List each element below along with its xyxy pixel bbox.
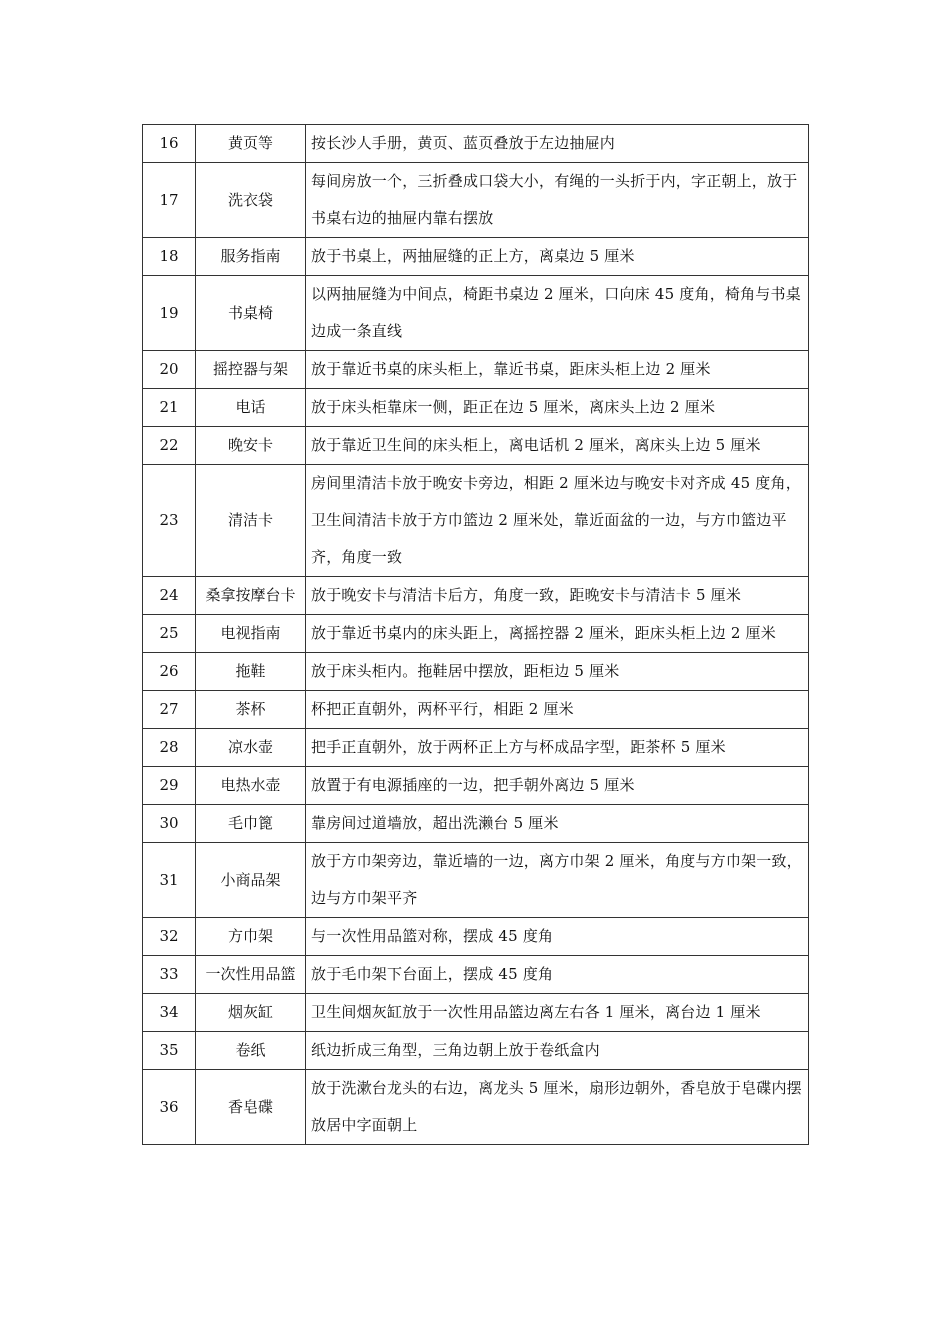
- item-description: 放于靠近书桌的床头柜上，靠近书桌，距床头柜上边 2 厘米: [306, 351, 809, 389]
- row-number: 19: [143, 276, 196, 351]
- table-row: [143, 729, 809, 767]
- item-name: 香皂碟: [196, 1070, 306, 1145]
- table-row: [143, 163, 809, 238]
- table-row: [143, 351, 809, 389]
- item-description: 放于床头柜靠床一侧，距正在边 5 厘米，离床头上边 2 厘米: [306, 389, 809, 427]
- table-row: [143, 465, 809, 577]
- row-number: 32: [143, 918, 196, 956]
- item-name: 茶杯: [196, 691, 306, 729]
- table-row: [143, 653, 809, 691]
- item-name: 凉水壶: [196, 729, 306, 767]
- item-description: 放于毛巾架下台面上，摆成 45 度角: [306, 956, 809, 994]
- item-name: 毛巾篦: [196, 805, 306, 843]
- item-description: 每间房放一个，三折叠成口袋大小，有绳的一头折于内，字正朝上，放于书桌右边的抽屉内靠右摆放: [306, 163, 809, 238]
- table-row: [143, 276, 809, 351]
- row-number: 23: [143, 465, 196, 577]
- item-description: 以两抽屉缝为中间点，椅距书桌边 2 厘米，口向床 45 度角，椅角与书桌边成一条直线: [306, 276, 809, 351]
- row-number: 26: [143, 653, 196, 691]
- item-name: 摇控器与架: [196, 351, 306, 389]
- table-row: [143, 994, 809, 1032]
- item-description: 靠房间过道墙放，超出洗濑台 5 厘米: [306, 805, 809, 843]
- table-row: [143, 238, 809, 276]
- row-number: 16: [143, 125, 196, 163]
- item-description: 房间里清洁卡放于晚安卡旁边，相距 2 厘米边与晚安卡对齐成 45 度角，卫生间清洁卡放于方巾篮边 2 厘米处，靠近面盆的一边，与方巾篮边平齐，角度一致: [306, 465, 809, 577]
- item-name: 服务指南: [196, 238, 306, 276]
- table-row: [143, 691, 809, 729]
- item-name: 桑拿按摩台卡: [196, 577, 306, 615]
- table-row: [143, 615, 809, 653]
- item-description: 放置于有电源插座的一边，把手朝外离边 5 厘米: [306, 767, 809, 805]
- table-row: [143, 1070, 809, 1145]
- item-name: 小商品架: [196, 843, 306, 918]
- row-number: 28: [143, 729, 196, 767]
- item-description: 纸边折成三角型，三角边朝上放于卷纸盒内: [306, 1032, 809, 1070]
- row-number: 34: [143, 994, 196, 1032]
- item-name: 拖鞋: [196, 653, 306, 691]
- item-description: 放于晚安卡与清洁卡后方，角度一致，距晚安卡与清洁卡 5 厘米: [306, 577, 809, 615]
- item-description: 把手正直朝外，放于两杯正上方与杯成品字型，距茶杯 5 厘米: [306, 729, 809, 767]
- item-name: 电话: [196, 389, 306, 427]
- row-number: 17: [143, 163, 196, 238]
- item-name: 清洁卡: [196, 465, 306, 577]
- row-number: 22: [143, 427, 196, 465]
- item-description: 放于靠近卫生间的床头柜上，离电话机 2 厘米，离床头上边 5 厘米: [306, 427, 809, 465]
- item-name: 晚安卡: [196, 427, 306, 465]
- table-row: [143, 577, 809, 615]
- row-number: 20: [143, 351, 196, 389]
- table-row: [143, 918, 809, 956]
- row-number: 27: [143, 691, 196, 729]
- table-body: [143, 125, 809, 1145]
- row-number: 21: [143, 389, 196, 427]
- item-name: 黄页等: [196, 125, 306, 163]
- item-name: 烟灰缸: [196, 994, 306, 1032]
- row-number: 31: [143, 843, 196, 918]
- row-number: 30: [143, 805, 196, 843]
- item-name: 电热水壶: [196, 767, 306, 805]
- row-number: 24: [143, 577, 196, 615]
- item-name: 卷纸: [196, 1032, 306, 1070]
- table-row: [143, 1032, 809, 1070]
- item-name: 书桌椅: [196, 276, 306, 351]
- placement-standards-table: [142, 124, 809, 1145]
- table-row: [143, 767, 809, 805]
- row-number: 35: [143, 1032, 196, 1070]
- table-row: [143, 805, 809, 843]
- row-number: 36: [143, 1070, 196, 1145]
- table-row: [143, 843, 809, 918]
- item-description: 放于靠近书桌内的床头距上，离摇控器 2 厘米，距床头柜上边 2 厘米: [306, 615, 809, 653]
- item-description: 卫生间烟灰缸放于一次性用品篮边离左右各 1 厘米，离台边 1 厘米: [306, 994, 809, 1032]
- item-description: 放于书桌上，两抽屉缝的正上方，离桌边 5 厘米: [306, 238, 809, 276]
- item-name: 一次性用品篮: [196, 956, 306, 994]
- row-number: 33: [143, 956, 196, 994]
- item-description: 放于方巾架旁边，靠近墙的一边，离方巾架 2 厘米，角度与方巾架一致，边与方巾架平齐: [306, 843, 809, 918]
- item-description: 放于洗漱台龙头的右边，离龙头 5 厘米，扇形边朝外，香皂放于皂碟内摆放居中字面朝上: [306, 1070, 809, 1145]
- item-description: 杯把正直朝外，两杯平行，相距 2 厘米: [306, 691, 809, 729]
- item-description: 放于床头柜内。拖鞋居中摆放，距柜边 5 厘米: [306, 653, 809, 691]
- table-row: [143, 427, 809, 465]
- item-name: 洗衣袋: [196, 163, 306, 238]
- table-row: [143, 389, 809, 427]
- item-description: 与一次性用品篮对称，摆成 45 度角: [306, 918, 809, 956]
- item-name: 方巾架: [196, 918, 306, 956]
- row-number: 29: [143, 767, 196, 805]
- item-description: 按长沙人手册，黄页、蓝页叠放于左边抽屉内: [306, 125, 809, 163]
- row-number: 25: [143, 615, 196, 653]
- table-row: [143, 125, 809, 163]
- row-number: 18: [143, 238, 196, 276]
- item-name: 电视指南: [196, 615, 306, 653]
- table-row: [143, 956, 809, 994]
